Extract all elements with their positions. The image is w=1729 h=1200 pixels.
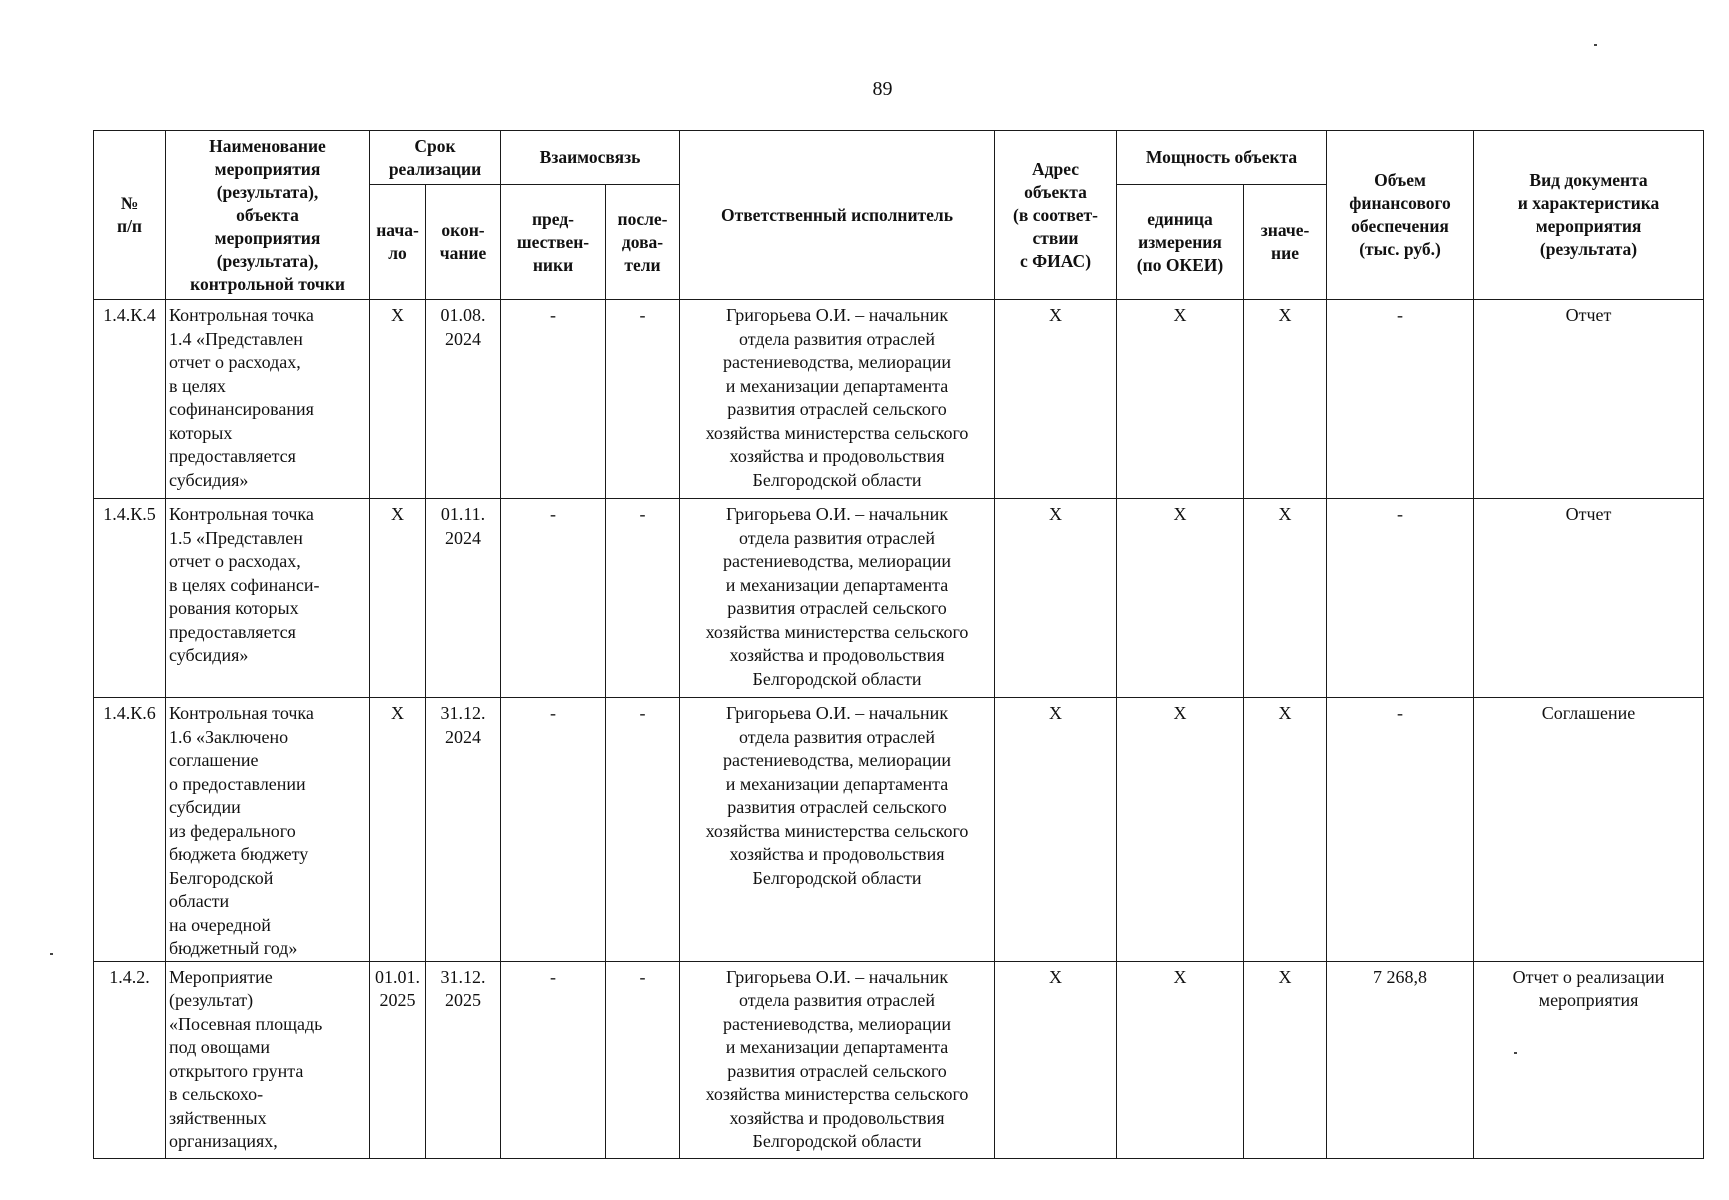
header-capacity-unit: единица измерения (по ОКЕИ) xyxy=(1117,185,1244,300)
row-unit: X xyxy=(1117,499,1244,698)
row-next: - xyxy=(606,499,680,698)
scan-speck xyxy=(1594,44,1597,46)
row-unit: X xyxy=(1117,961,1244,1158)
row-end: 31.12. 2025 xyxy=(426,961,501,1158)
header-capacity-value: значе- ние xyxy=(1244,185,1327,300)
row-value: X xyxy=(1244,698,1327,962)
row-address: X xyxy=(995,300,1117,499)
row-name: Контрольная точка 1.4 «Представлен отчет о расходах, в целях софинансирования которых предоставляется субсидия» xyxy=(166,300,370,499)
row-unit: X xyxy=(1117,300,1244,499)
scan-speck xyxy=(1514,1052,1517,1054)
table-row xyxy=(94,961,1704,1158)
row-prev: - xyxy=(501,300,606,499)
header-term: Срок реализации xyxy=(370,131,501,185)
header-term-start: нача- ло xyxy=(370,185,426,300)
row-name: Контрольная точка 1.5 «Представлен отчет о расходах, в целях софинанси- рования которых предоставляется субсидия» xyxy=(166,499,370,698)
row-value: X xyxy=(1244,300,1327,499)
row-num: 1.4.2. xyxy=(94,961,166,1158)
row-num: 1.4.К.4 xyxy=(94,300,166,499)
table-row xyxy=(94,499,1704,698)
table-row xyxy=(94,300,1704,499)
row-executor: Григорьева О.И. – начальник отдела развития отраслей растениеводства, мелиорации и механизации департамента развития отраслей сельского хозяйства министерства сельского хозяйства и продовольствия Белгородской области xyxy=(680,300,995,499)
measures-table xyxy=(93,130,1704,1159)
row-unit: X xyxy=(1117,698,1244,962)
row-finance: - xyxy=(1327,698,1474,962)
row-start: X xyxy=(370,499,426,698)
row-doc: Соглашение xyxy=(1474,698,1704,962)
header-term-end: окон- чание xyxy=(426,185,501,300)
row-finance: - xyxy=(1327,300,1474,499)
row-finance: 7 268,8 xyxy=(1327,961,1474,1158)
row-prev: - xyxy=(501,961,606,1158)
row-num: 1.4.К.5 xyxy=(94,499,166,698)
header-finance: Объем финансового обеспечения (тыс. руб.) xyxy=(1327,131,1474,300)
row-finance: - xyxy=(1327,499,1474,698)
row-end: 01.11. 2024 xyxy=(426,499,501,698)
row-address: X xyxy=(995,698,1117,962)
row-executor: Григорьева О.И. – начальник отдела развития отраслей растениеводства, мелиорации и механизации департамента развития отраслей сельского хозяйства министерства сельского хозяйства и продовольствия Белгородской области xyxy=(680,499,995,698)
header-capacity: Мощность объекта xyxy=(1117,131,1327,185)
row-doc: Отчет xyxy=(1474,499,1704,698)
page-number: 89 xyxy=(872,78,893,100)
header-address: Адрес объекта (в соответ- ствии с ФИАС) xyxy=(995,131,1117,300)
row-start: 01.01. 2025 xyxy=(370,961,426,1158)
row-start: X xyxy=(370,698,426,962)
row-name: Мероприятие (результат) «Посевная площадь под овощами открытого грунта в сельскохо- зяйственных организациях, xyxy=(166,961,370,1158)
header-link-next: после- дова- тели xyxy=(606,185,680,300)
row-end: 01.08. 2024 xyxy=(426,300,501,499)
header-num: № п/п xyxy=(94,131,166,300)
row-value: X xyxy=(1244,961,1327,1158)
row-doc: Отчет о реализации мероприятия xyxy=(1474,961,1704,1158)
row-doc: Отчет xyxy=(1474,300,1704,499)
row-name: Контрольная точка 1.6 «Заключено соглашение о предоставлении субсидии из федерального бюджета бюджету Белгородской области на очередной бюджетный год» xyxy=(166,698,370,962)
row-executor: Григорьева О.И. – начальник отдела развития отраслей растениеводства, мелиорации и механизации департамента развития отраслей сельского хозяйства министерства сельского хозяйства и продовольствия Белгородской области xyxy=(680,961,995,1158)
header-link: Взаимосвязь xyxy=(501,131,680,185)
row-next: - xyxy=(606,698,680,962)
header-link-prev: пред- шествен- ники xyxy=(501,185,606,300)
row-address: X xyxy=(995,961,1117,1158)
row-start: X xyxy=(370,300,426,499)
row-end: 31.12. 2024 xyxy=(426,698,501,962)
row-value: X xyxy=(1244,499,1327,698)
table-row xyxy=(94,698,1704,962)
row-next: - xyxy=(606,300,680,499)
row-prev: - xyxy=(501,499,606,698)
row-executor: Григорьева О.И. – начальник отдела развития отраслей растениеводства, мелиорации и механизации департамента развития отраслей сельского хозяйства министерства сельского хозяйства и продовольствия Белгородской области xyxy=(680,698,995,962)
row-address: X xyxy=(995,499,1117,698)
row-next: - xyxy=(606,961,680,1158)
scan-speck xyxy=(50,953,53,955)
header-doc: Вид документа и характеристика мероприятия (результата) xyxy=(1474,131,1704,300)
row-prev: - xyxy=(501,698,606,962)
header-executor: Ответственный исполнитель xyxy=(680,131,995,300)
row-num: 1.4.К.6 xyxy=(94,698,166,962)
header-name: Наименование мероприятия (результата), объекта мероприятия (результата), контрольной точки xyxy=(166,131,370,300)
